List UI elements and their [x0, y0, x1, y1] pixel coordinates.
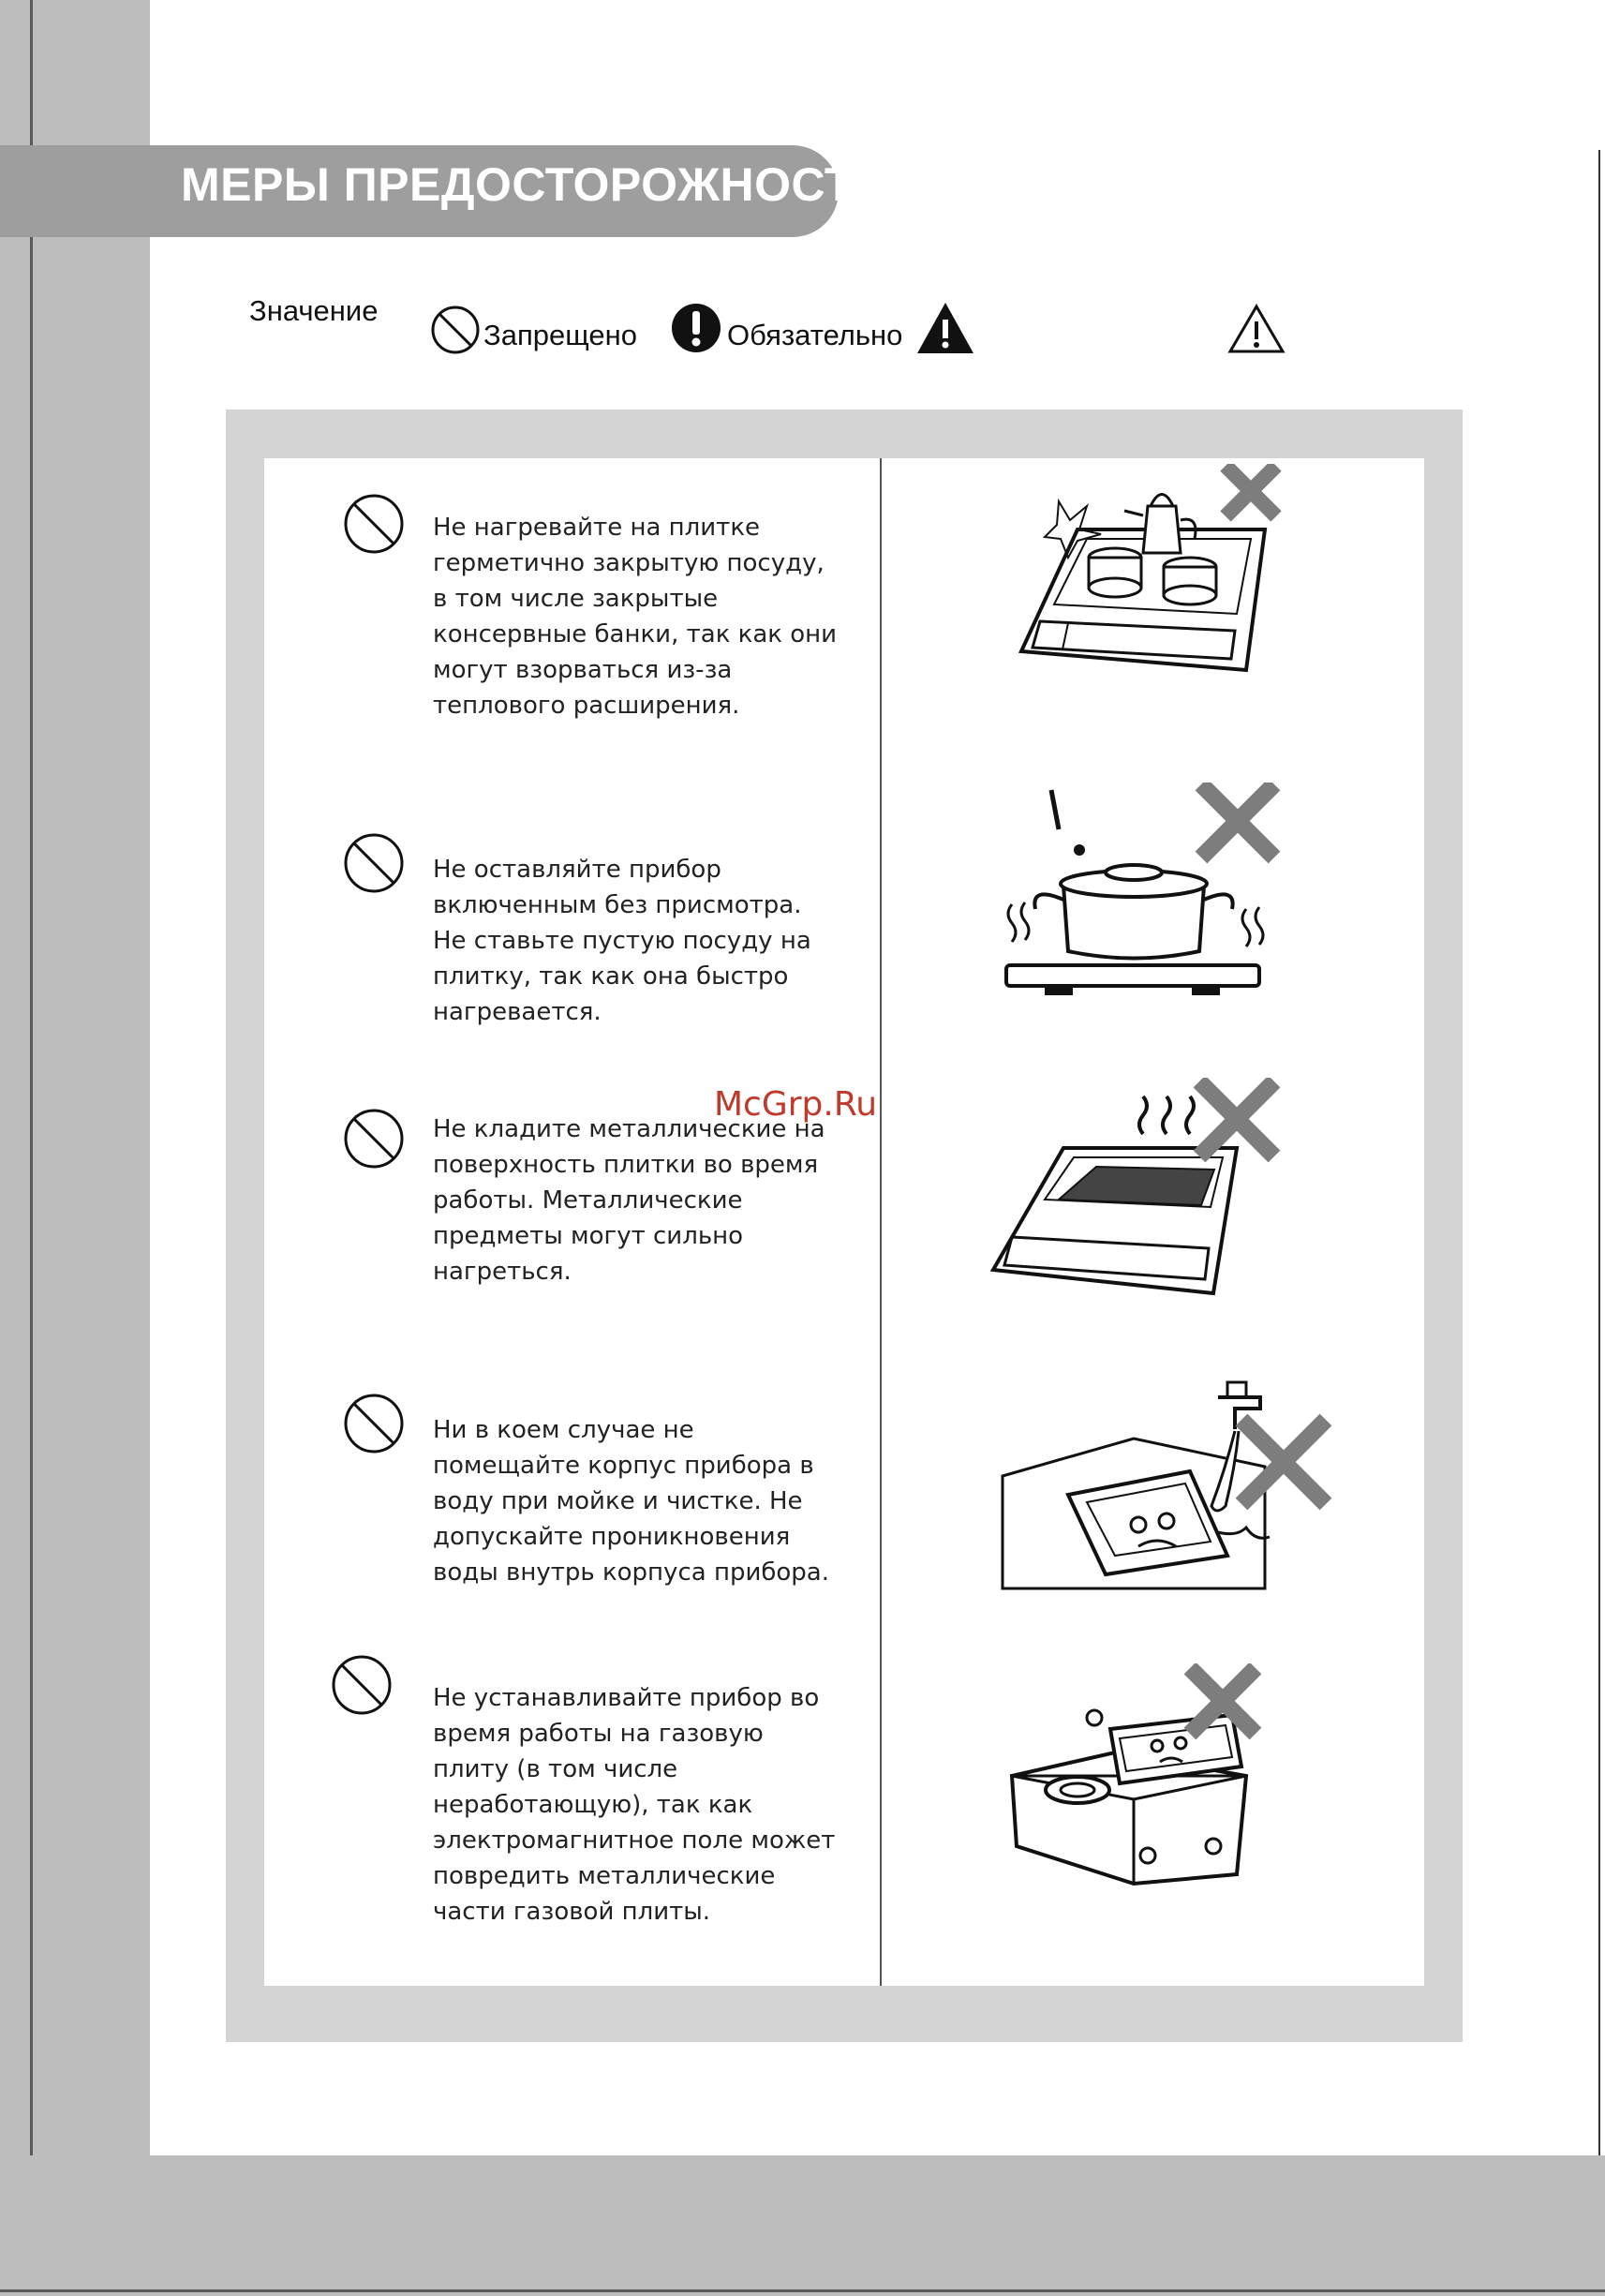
exclamation-circle-icon — [671, 303, 721, 353]
empty-pot-overheating-illustration — [993, 783, 1293, 1007]
prohibited-circle-icon — [331, 1654, 393, 1716]
prohibited-circle-icon — [343, 1393, 405, 1454]
cooktop-on-gas-stove-illustration — [1003, 1663, 1293, 1893]
prohibited-circle-icon — [430, 305, 481, 355]
sealed-cans-on-cooktop-illustration — [1012, 464, 1293, 679]
precaution-text-2: Не оставляйте прибор включенным без присмотра. Не ставьте пустую посуду на плитку, так как она быстро нагревается. — [433, 856, 811, 1026]
legend-mandatory-label: Обязательно — [727, 319, 903, 351]
legend-prohibited-label: Запрещено — [483, 319, 637, 351]
prohibited-circle-icon — [343, 1108, 405, 1170]
warning-triangle-filled-icon — [915, 301, 975, 355]
section-title: МЕРЫ ПРЕДОСТОРОЖНОСТИ — [181, 158, 888, 211]
legend-meaning-label: Значение — [249, 294, 379, 327]
prohibited-circle-icon — [343, 832, 405, 894]
precaution-text-3: Не кладите металлические на поверхность плитки во время работы. Металлические предметы могут сильно нагреться. — [433, 1115, 825, 1286]
left-margin-band — [0, 0, 150, 2296]
metal-on-cooktop-illustration — [984, 1078, 1293, 1303]
left-margin-line — [30, 0, 33, 2296]
warning-triangle-icon — [1226, 303, 1286, 355]
page-right-edge — [1598, 150, 1600, 2155]
column-divider — [880, 458, 882, 1986]
precaution-text-5: Не устанавливайте прибор во время работы на газовую плиту (в том числе неработающую), так как электромагнитное поле может повредить металлические части газовой плиты. — [433, 1684, 836, 1926]
prohibited-circle-icon — [343, 493, 405, 555]
bottom-margin-band — [0, 2155, 1605, 2296]
bottom-margin-line — [0, 2289, 1605, 2292]
precaution-text-4: Ни в коем случае не помещайте корпус прибора в воду при мойке и чистке. Не допускайте проникновения воды внутрь корпуса прибора. — [433, 1416, 829, 1587]
watermark: McGrp.Ru — [714, 1085, 878, 1124]
washing-under-tap-illustration — [993, 1364, 1340, 1593]
precaution-text-1: Не нагревайте на плитке герметично закрытую посуду, в том числе закрытые консервные банки, так как они могут взорваться из-за теплового расширения. — [433, 514, 838, 720]
